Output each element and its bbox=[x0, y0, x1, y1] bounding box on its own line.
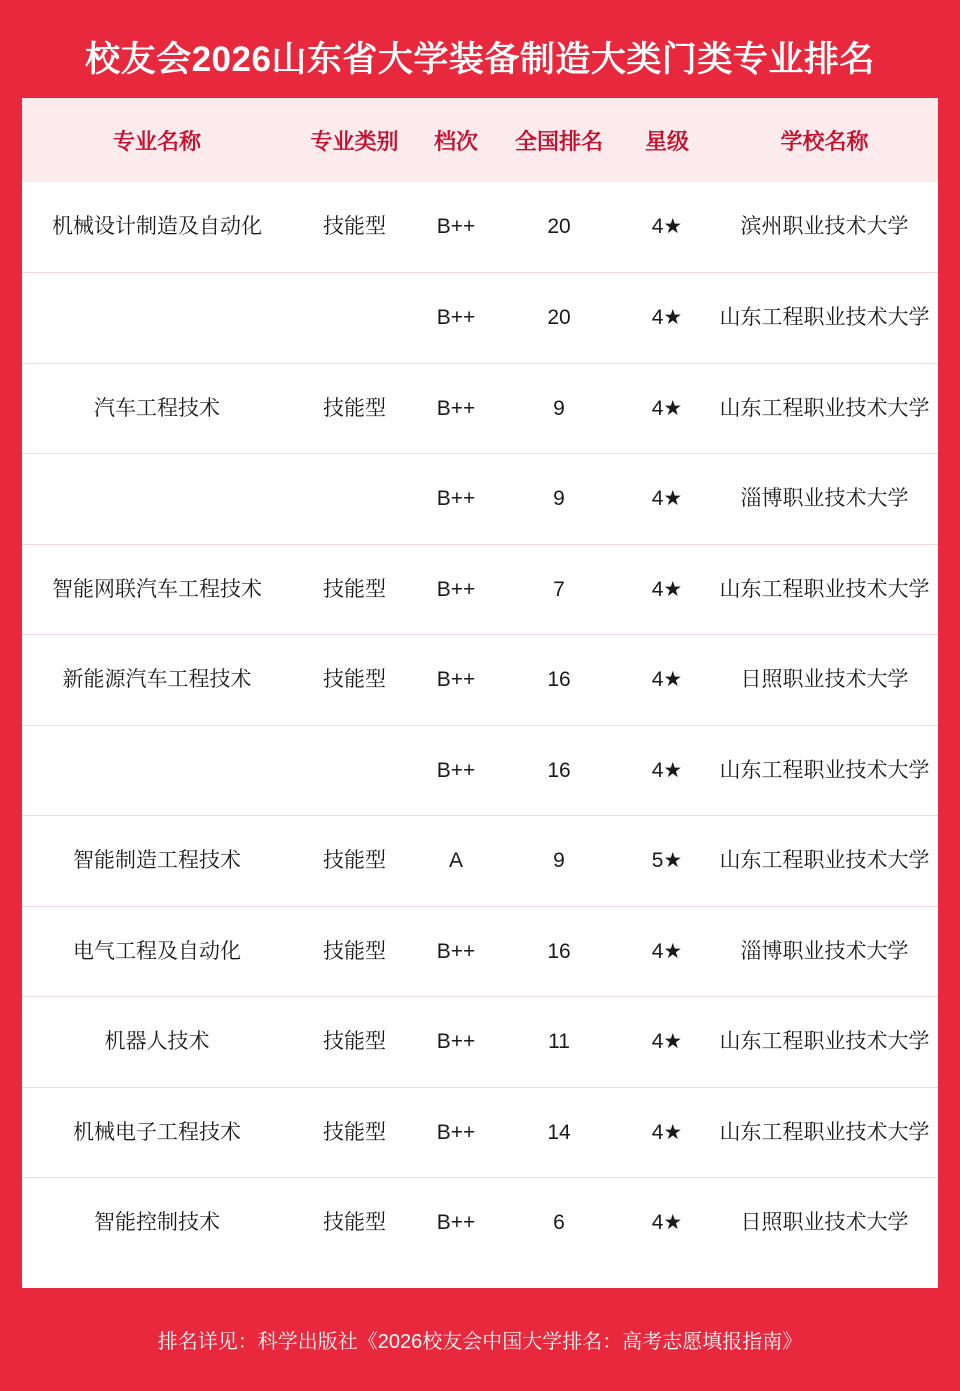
cell-national-rank: 14 bbox=[495, 1087, 623, 1178]
ranking-table bbox=[22, 98, 938, 1268]
cell-school: 山东工程职业技术大学 bbox=[711, 725, 938, 816]
cell-star: 4★ bbox=[623, 273, 711, 364]
column-header-star: 星级 bbox=[623, 98, 711, 182]
cell-category: 技能型 bbox=[292, 363, 417, 454]
cell-category: 技能型 bbox=[292, 635, 417, 726]
ranking-table-card bbox=[22, 98, 938, 1288]
cell-major: 机器人技术 bbox=[22, 997, 292, 1088]
cell-star: 4★ bbox=[623, 182, 711, 273]
cell-grade: B++ bbox=[417, 725, 495, 816]
cell-major bbox=[22, 273, 292, 364]
cell-national-rank: 20 bbox=[495, 273, 623, 364]
cell-major: 机械电子工程技术 bbox=[22, 1087, 292, 1178]
table-row bbox=[22, 997, 938, 1088]
table-row bbox=[22, 635, 938, 726]
cell-major: 新能源汽车工程技术 bbox=[22, 635, 292, 726]
cell-major: 智能制造工程技术 bbox=[22, 816, 292, 907]
table-row bbox=[22, 1178, 938, 1269]
cell-national-rank: 9 bbox=[495, 363, 623, 454]
cell-category: 技能型 bbox=[292, 1087, 417, 1178]
column-header-school: 学校名称 bbox=[711, 98, 938, 182]
cell-star: 4★ bbox=[623, 1087, 711, 1178]
table-row bbox=[22, 363, 938, 454]
cell-national-rank: 7 bbox=[495, 544, 623, 635]
cell-grade: B++ bbox=[417, 635, 495, 726]
cell-grade: B++ bbox=[417, 997, 495, 1088]
cell-grade: B++ bbox=[417, 273, 495, 364]
page-title: 校友会2026山东省大学装备制造大类门类专业排名 bbox=[85, 40, 875, 79]
cell-star: 4★ bbox=[623, 997, 711, 1088]
table-header bbox=[22, 98, 938, 182]
cell-major: 电气工程及自动化 bbox=[22, 906, 292, 997]
cell-national-rank: 16 bbox=[495, 635, 623, 726]
column-header-major: 专业名称 bbox=[22, 98, 292, 182]
cell-star: 4★ bbox=[623, 906, 711, 997]
cell-category bbox=[292, 273, 417, 364]
cell-category: 技能型 bbox=[292, 906, 417, 997]
cell-star: 4★ bbox=[623, 1178, 711, 1269]
cell-national-rank: 20 bbox=[495, 182, 623, 273]
cell-grade: B++ bbox=[417, 1178, 495, 1269]
page-title-bar bbox=[22, 22, 938, 98]
table-body bbox=[22, 182, 938, 1268]
cell-school: 淄博职业技术大学 bbox=[711, 454, 938, 545]
cell-grade: B++ bbox=[417, 1087, 495, 1178]
cell-major: 汽车工程技术 bbox=[22, 363, 292, 454]
cell-national-rank: 11 bbox=[495, 997, 623, 1088]
cell-major bbox=[22, 725, 292, 816]
cell-major bbox=[22, 454, 292, 545]
cell-category: 技能型 bbox=[292, 816, 417, 907]
table-row bbox=[22, 273, 938, 364]
cell-grade: B++ bbox=[417, 454, 495, 545]
table-row bbox=[22, 454, 938, 545]
cell-grade: B++ bbox=[417, 544, 495, 635]
footer bbox=[22, 1288, 938, 1391]
cell-star: 4★ bbox=[623, 454, 711, 545]
cell-national-rank: 9 bbox=[495, 454, 623, 545]
table-row bbox=[22, 182, 938, 273]
cell-star: 4★ bbox=[623, 635, 711, 726]
column-header-category: 专业类别 bbox=[292, 98, 417, 182]
cell-school: 滨州职业技术大学 bbox=[711, 182, 938, 273]
cell-school: 日照职业技术大学 bbox=[711, 635, 938, 726]
table-row bbox=[22, 725, 938, 816]
column-header-grade: 档次 bbox=[417, 98, 495, 182]
cell-school: 山东工程职业技术大学 bbox=[711, 363, 938, 454]
table-row bbox=[22, 906, 938, 997]
cell-grade: B++ bbox=[417, 906, 495, 997]
cell-category: 技能型 bbox=[292, 997, 417, 1088]
cell-national-rank: 9 bbox=[495, 816, 623, 907]
cell-star: 4★ bbox=[623, 725, 711, 816]
cell-school: 山东工程职业技术大学 bbox=[711, 544, 938, 635]
cell-school: 淄博职业技术大学 bbox=[711, 906, 938, 997]
cell-category: 技能型 bbox=[292, 544, 417, 635]
cell-major: 机械设计制造及自动化 bbox=[22, 182, 292, 273]
table-row bbox=[22, 1087, 938, 1178]
table-header-row bbox=[22, 98, 938, 182]
cell-star: 4★ bbox=[623, 363, 711, 454]
cell-national-rank: 16 bbox=[495, 906, 623, 997]
cell-school: 日照职业技术大学 bbox=[711, 1178, 938, 1269]
table-row bbox=[22, 816, 938, 907]
cell-major: 智能网联汽车工程技术 bbox=[22, 544, 292, 635]
cell-star: 5★ bbox=[623, 816, 711, 907]
cell-category: 技能型 bbox=[292, 1178, 417, 1269]
cell-school: 山东工程职业技术大学 bbox=[711, 816, 938, 907]
cell-national-rank: 16 bbox=[495, 725, 623, 816]
footer-note: 排名详见：科学出版社《2026校友会中国大学排名：高考志愿填报指南》 bbox=[157, 1331, 803, 1353]
column-header-national-rank: 全国排名 bbox=[495, 98, 623, 182]
cell-grade: B++ bbox=[417, 363, 495, 454]
cell-category: 技能型 bbox=[292, 182, 417, 273]
table-row bbox=[22, 544, 938, 635]
cell-school: 山东工程职业技术大学 bbox=[711, 1087, 938, 1178]
cell-major: 智能控制技术 bbox=[22, 1178, 292, 1269]
cell-grade: B++ bbox=[417, 182, 495, 273]
cell-grade: A bbox=[417, 816, 495, 907]
cell-national-rank: 6 bbox=[495, 1178, 623, 1269]
cell-category bbox=[292, 454, 417, 545]
cell-school: 山东工程职业技术大学 bbox=[711, 997, 938, 1088]
cell-category bbox=[292, 725, 417, 816]
cell-star: 4★ bbox=[623, 544, 711, 635]
cell-school: 山东工程职业技术大学 bbox=[711, 273, 938, 364]
